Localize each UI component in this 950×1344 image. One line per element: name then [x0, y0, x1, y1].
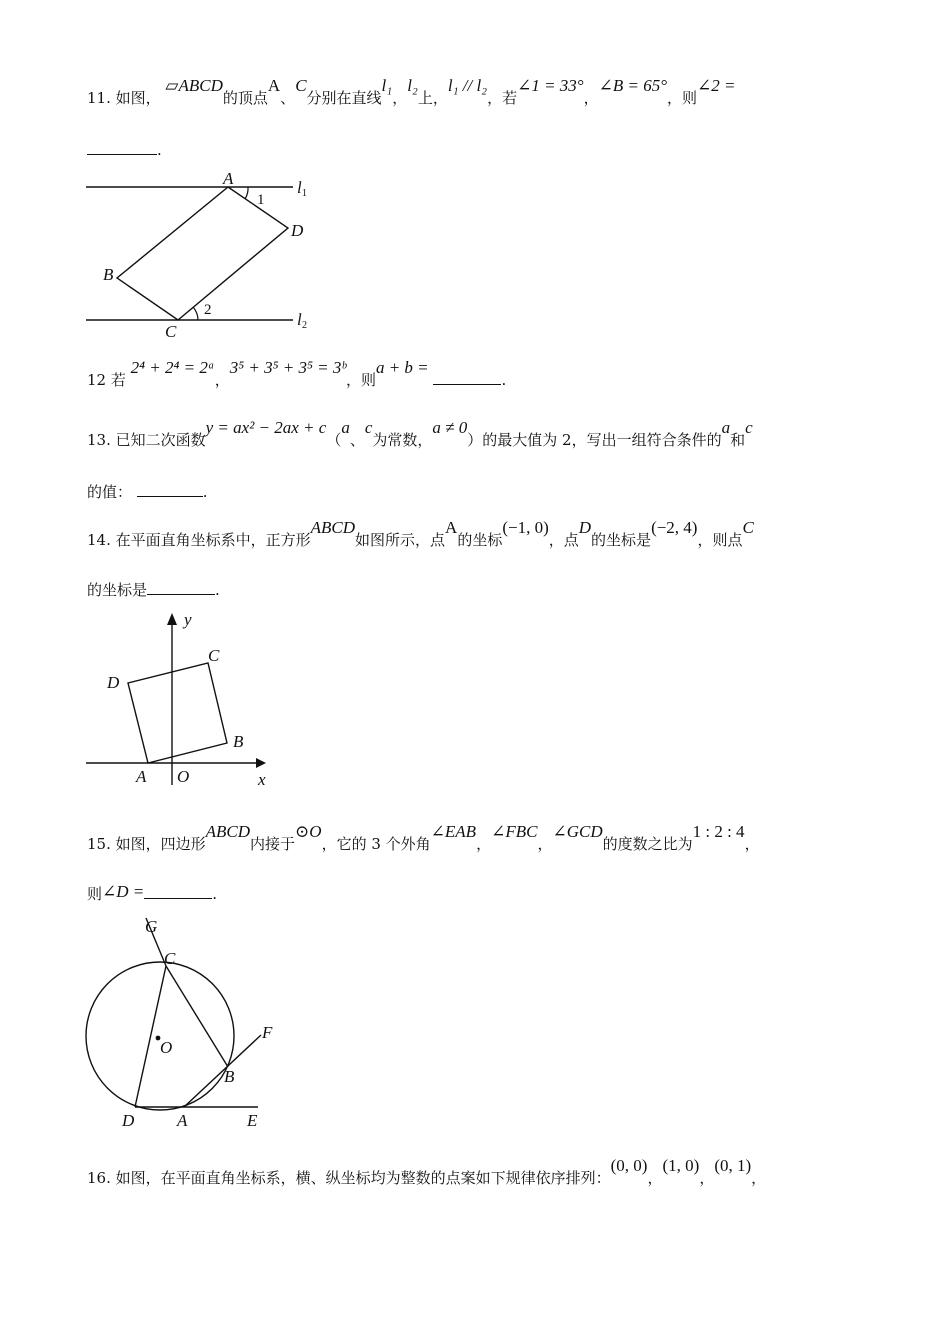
label-G: G: [145, 917, 158, 936]
side-CB: [166, 966, 228, 1067]
q12-line: 12 若 2⁴ + 2⁴ = 2ᵃ，3⁵ + 3⁵ + 3⁵ = 3ᵇ，则a + b = .: [87, 358, 507, 389]
angle-2-arc: [193, 307, 198, 320]
parallelogram-symbol: ▱: [165, 76, 179, 95]
answer-blank[interactable]: [147, 580, 215, 595]
y-axis-arrow: [167, 613, 177, 625]
label-C: C: [164, 949, 176, 968]
square-abcd: [128, 663, 227, 763]
label-B: B: [103, 265, 114, 284]
label-2: 2: [204, 302, 212, 318]
label-F: F: [262, 1023, 273, 1042]
q11-line1: 11. 如图， ▱ABCD的顶点A、C分别在直线l₁，l₂上，l₁ // l₂，若∠1 = 33°，∠B = 65°，则∠2 =: [87, 76, 736, 107]
label-A: A: [136, 767, 147, 786]
q14-figure: [80, 605, 280, 790]
angle-1-arc: [245, 187, 248, 199]
label-C: C: [165, 322, 177, 341]
label-l1: l: [297, 178, 302, 197]
label-D: D: [107, 673, 120, 692]
x-axis-arrow: [256, 758, 266, 768]
circle-O: [86, 962, 234, 1110]
side-CD: [135, 966, 166, 1107]
label-B: B: [224, 1067, 235, 1086]
label-l2-sub: 2: [302, 320, 307, 331]
line-AB-extended-F: [184, 1035, 261, 1107]
q11-figure: [80, 170, 330, 345]
label-l2: l: [297, 310, 302, 329]
q16-line1: 16. 如图，在平面直角坐标系，横、纵坐标均为整数的点案如下规律依序排列：(0, 0)，(1, 0)，(0, 1)，: [87, 1156, 767, 1187]
label-l1-sub: 1: [302, 188, 307, 199]
answer-blank[interactable]: [137, 482, 203, 497]
answer-blank[interactable]: [433, 370, 501, 385]
q15-figure: [80, 910, 280, 1135]
label-1: 1: [257, 192, 265, 208]
label-A: A: [223, 170, 234, 188]
q13-line1: 13. 已知二次函数y = ax² − 2ax + c（a、c为常数，a ≠ 0）的最大值为 2，写出一组符合条件的a和c: [87, 418, 753, 449]
label-x: x: [258, 770, 266, 789]
label-D: D: [122, 1111, 135, 1130]
label-D: D: [291, 221, 304, 240]
q15-line2: 则∠D = .: [87, 882, 218, 903]
q15-line1: 15. 如图，四边形ABCD内接于⊙O，它的 3 个外角∠EAB，∠FBC，∠GCD的度数之比为1 : 2 : 4，: [87, 822, 760, 853]
label-O: O: [177, 767, 190, 786]
answer-blank[interactable]: [144, 884, 212, 899]
label-y: y: [184, 610, 192, 629]
label-O: O: [160, 1038, 173, 1057]
label-C: C: [208, 646, 220, 665]
q14-line1: 14. 在平面直角坐标系中，正方形ABCD如图所示，点A的坐标(−1, 0)，点D的坐标是(−2, 4)，则点C: [87, 518, 754, 549]
label-B: B: [233, 732, 244, 751]
label-A: A: [177, 1111, 188, 1130]
q11-line2: .: [87, 140, 162, 160]
q14-line2: 的坐标是 .: [87, 581, 220, 599]
label-E: E: [247, 1111, 258, 1130]
answer-blank[interactable]: [87, 140, 157, 155]
q13-line2: 的值： .: [87, 483, 208, 501]
